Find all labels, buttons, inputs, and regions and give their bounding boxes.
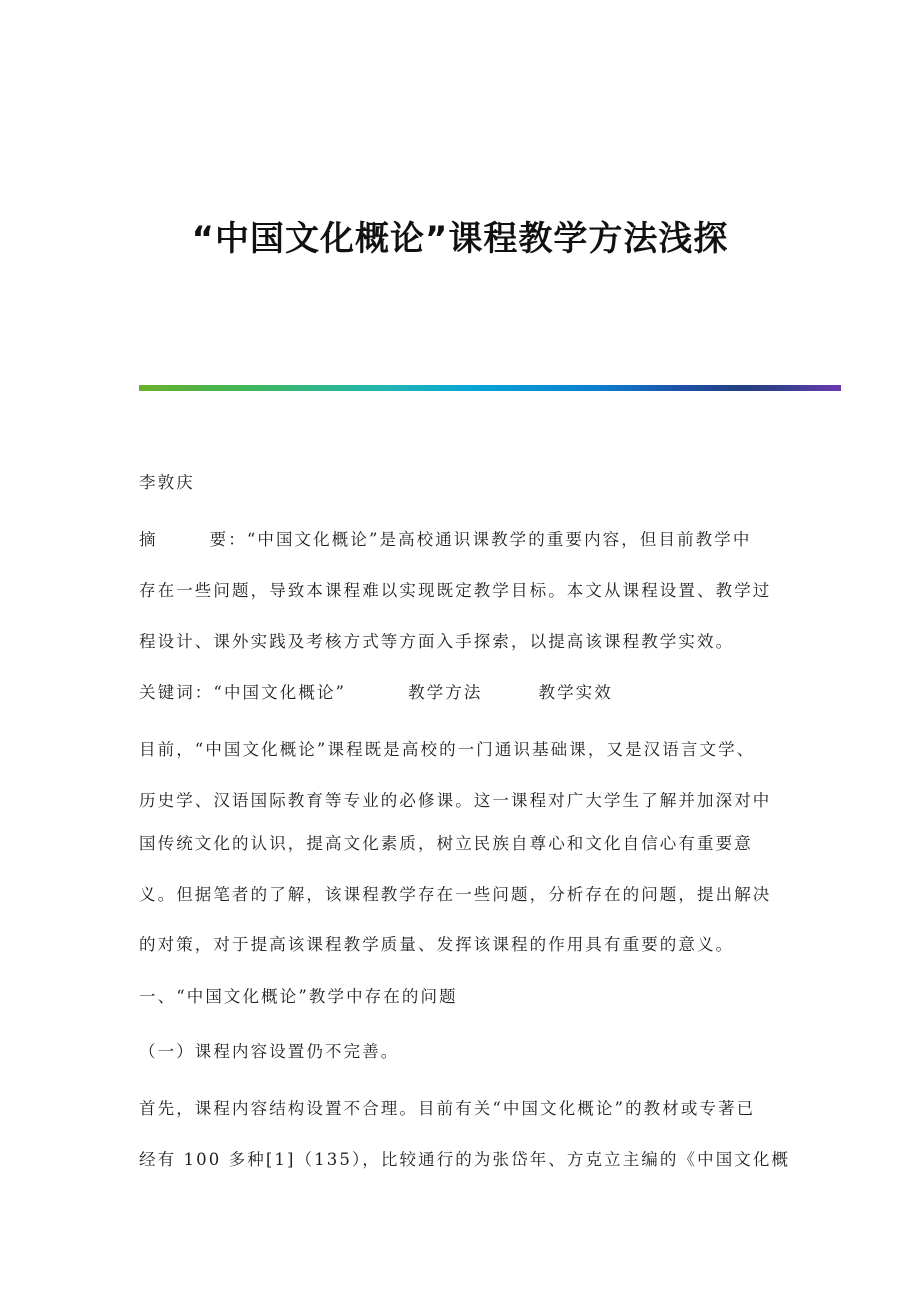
- intro-line-3: 国传统文化的认识，提高文化素质，树立民族自尊心和文化自信心有重要意: [139, 834, 753, 853]
- keywords-line: [139, 681, 613, 705]
- intro-line-2: 历史学、汉语国际教育等专业的必修课。这一课程对广大学生了解并加深对中: [139, 791, 772, 810]
- abstract-label-left: 摘: [139, 530, 158, 549]
- abstract-label-right: 要：: [209, 530, 247, 549]
- gradient-divider: [139, 385, 841, 391]
- section-1-heading: 一、“中国文化概论”教学中存在的问题: [139, 987, 458, 1006]
- abstract-line-3: 程设计、课外实践及考核方式等方面入手探索，以提高该课程教学实效。: [139, 632, 735, 651]
- keyword-2: 教学方法: [408, 683, 483, 702]
- document-title: “中国文化概论”课程教学方法浅探: [191, 219, 729, 259]
- keyword-1: “中国文化概论”: [213, 683, 347, 702]
- paragraph-2-line-1: 首先，课程内容结构设置不合理。目前有关“中国文化概论”的教材或专著已: [139, 1099, 756, 1118]
- keywords-label: 关键词：: [139, 683, 214, 702]
- abstract-line-1: [139, 528, 751, 552]
- subsection-1-heading: （一）课程内容设置仍不完善。: [139, 1042, 400, 1061]
- intro-line-5: 的对策，对于提高该课程教学质量、发挥该课程的作用具有重要的意义。: [139, 935, 735, 954]
- paragraph-2-line-2: 经有 100 多种[1]（135），比较通行的为张岱年、方克立主编的《中国文化概: [139, 1150, 791, 1169]
- keyword-3: 教学实效: [538, 683, 613, 702]
- intro-line-4: 义。但据笔者的了解，该课程教学存在一些问题，分析存在的问题，提出解决: [139, 885, 772, 904]
- author-name: 李敦庆: [139, 473, 195, 492]
- abstract-text-1: “中国文化概论”是高校通识课教学的重要内容，但目前教学中: [246, 530, 752, 549]
- abstract-line-2: 存在一些问题，导致本课程难以实现既定教学目标。本文从课程设置、教学过: [139, 581, 772, 600]
- intro-line-1: 目前，“中国文化概论”课程既是高校的一门通识基础课，又是汉语言文学、: [139, 740, 756, 759]
